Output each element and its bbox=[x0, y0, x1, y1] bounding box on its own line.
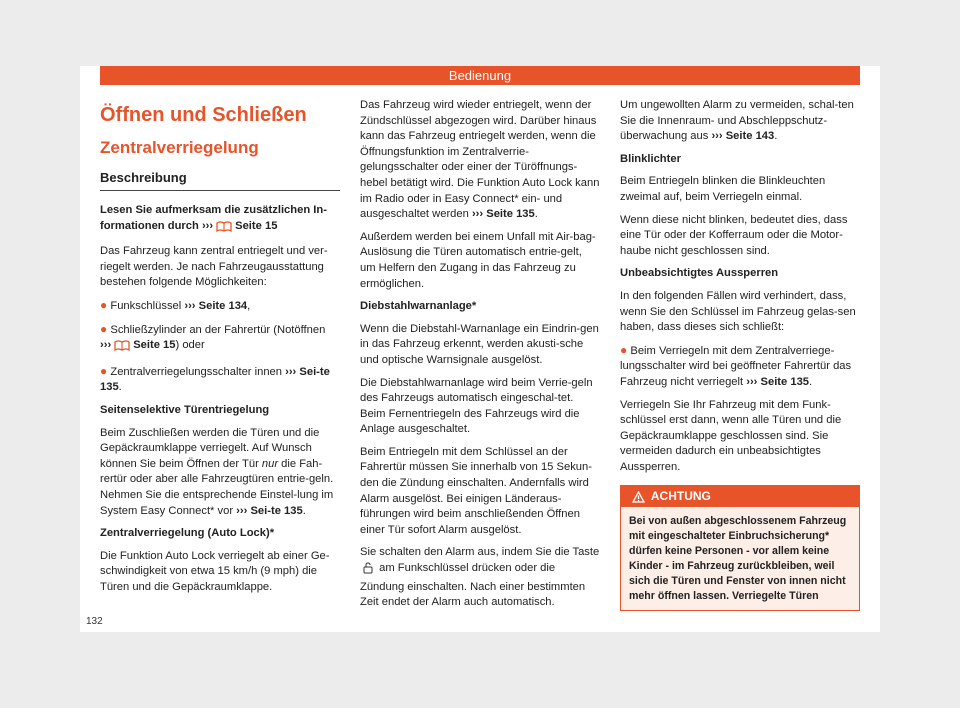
list-item: ● Schließzylinder an der Fahrertür (Notöffnen ››› Seite 15) oder bbox=[100, 322, 340, 357]
paragraph: In den folgenden Fällen wird verhindert, dass, wenn Sie den Schlüssel im Fahrzeug gelas-sen haben, dass dieses sich schließt: bbox=[620, 289, 856, 334]
paragraph: Beim Zuschließen werden die Türen und die Gepäckraumklappe verriegelt. Auf Wunsch können Sie beim Öffnen der Tür nur die Fah-rertür oder aber alle Fahrzeugtüren entrie-geln. Nehmen Sie die entsprechende Einstel-lung im System Easy Connect* vor ››› Sei-te 135. bbox=[100, 426, 334, 517]
intro-paragraph bbox=[100, 203, 340, 237]
paragraph: Das Fahrzeug wird wieder entriegelt, wenn der Zündschlüssel abgezogen wird. Darüber hinaus kann das Fahrzeug entriegelt werden, wenn die Öffnungsfunktion im Zentralverrie-gelungsschalter oder einer der Türöffnungs-hebel betätigt wird. Die Funktion Auto Lock kann im Radio oder in Easy Connect* ein- und ausgeschaltet werden ››› Seite 135. bbox=[360, 99, 600, 221]
page-link[interactable]: Seite 15 bbox=[133, 339, 176, 352]
page-link[interactable]: ››› Seite 134 bbox=[184, 299, 248, 312]
subsection-title: Beschreibung bbox=[100, 170, 187, 185]
list-item: ● Beim Verriegeln mit dem Zentralverriege-lungsschalter wird bei geöffneter Fahrertür das Fahrzeug nicht verriegelt ››› Seite 135. bbox=[620, 342, 852, 388]
paragraph: Beim Entriegeln blinken die Blinkleuchten zweimal auf, beim Verriegeln einmal. bbox=[620, 175, 826, 203]
page-link[interactable]: ››› Sei-te 135 bbox=[236, 504, 303, 517]
paragraph: Sie schalten den Alarm aus, indem Sie die Taste am Funkschlüssel drücken oder die Zündung einschalten. Nach einer bestimmten Zeit endet der Alarm auch automatisch. bbox=[360, 546, 600, 609]
subheading: Diebstahlwarnanlage* bbox=[360, 300, 477, 313]
subheading: Unbeabsichtigtes Aussperren bbox=[620, 267, 779, 280]
bullet-icon: ● bbox=[100, 297, 108, 312]
paragraph: Außerdem werden bei einem Unfall mit Air-bag-Auslösung die Türen automatisch entrie-gelt, um Helfern den Zugang in das Fahrzeug zu ermöglichen. bbox=[360, 230, 596, 290]
bullet-icon: ● bbox=[100, 321, 108, 336]
subheading: Seitenselektive Türentriegelung bbox=[100, 403, 270, 416]
paragraph: Beim Entriegeln mit dem Schlüssel an der Fahrertür müssen Sie innerhalb von 15 Sekun-den die Zündung einschalten. Andernfalls wird Alarm ausgelöst. Bei einigen Länderaus-führungen wird beim anschließenden Öffnen einer Tür sofort Alarm ausgelöst. bbox=[360, 445, 592, 536]
warning-title: ACHTUNG bbox=[650, 489, 711, 504]
page-link[interactable]: ››› Sei-te 135 bbox=[100, 365, 330, 394]
column-1 bbox=[100, 102, 340, 602]
subsection-header bbox=[100, 169, 340, 191]
warning-text: Bei von außen abgeschlossenem Fahrzeug mit eingeschalteter Einbruchsicherung* dürfen keine Personen - vor allem keine Kinder - im Fahrzeug zurückbleiben, weil sich die Türen und Fenster von innen nicht mehr öffnen lassen. Verriegelte Türen bbox=[629, 515, 847, 603]
subheading: Zentralverriegelung (Auto Lock)* bbox=[100, 527, 275, 540]
warning-triangle-icon bbox=[632, 491, 645, 507]
intro-page-link[interactable]: Seite 15 bbox=[235, 219, 278, 232]
list-item: ● Funkschlüssel ››› Seite 134, bbox=[100, 297, 251, 312]
paragraph: Verriegeln Sie Ihr Fahrzeug mit dem Funk-schlüssel erst dann, wenn alle Türen und die Gepäckraumklappe geschlossen sind. Sie vermeiden dadurch ein unbeabsichtigtes Aussperren. bbox=[620, 398, 842, 473]
subheading: Blinklichter bbox=[620, 152, 681, 165]
section-title: Zentralverriegelung bbox=[100, 138, 259, 157]
page-title: Öffnen und Schließen bbox=[100, 104, 307, 126]
paragraph: Die Diebstahlwarnanlage wird beim Verrie-geln des Fahrzeugs automatisch eingeschal-tet. Beim Fernentriegeln des Fahrzeugs wird die Anlage ausgeschaltet. bbox=[360, 376, 593, 436]
page-link[interactable]: ››› Seite 143 bbox=[711, 130, 775, 143]
intro-arrow: ››› bbox=[201, 219, 214, 232]
paragraph: Wenn diese nicht blinken, bedeutet dies, dass eine Tür oder der Kofferraum oder die Motor-haube nicht geschlossen sind. bbox=[620, 213, 848, 257]
book-icon bbox=[114, 340, 130, 357]
warning-box bbox=[620, 485, 860, 611]
warning-header bbox=[621, 486, 859, 507]
paragraph: Um ungewollten Alarm zu vermeiden, schal-ten Sie die Innenraum- und Abschleppschutz-überwachung aus ››› Seite 143. bbox=[620, 99, 854, 143]
section-header: Bedienung bbox=[100, 66, 860, 85]
unlock-icon bbox=[363, 562, 373, 580]
paragraph: Das Fahrzeug kann zentral entriegelt und ver-riegelt werden. Je nach Fahrzeugausstattung bestehen folgende Möglichkeiten: bbox=[100, 245, 328, 289]
page-number: 132 bbox=[86, 616, 103, 627]
bullet-icon: ● bbox=[620, 342, 628, 357]
book-icon bbox=[216, 221, 232, 238]
page-link[interactable]: ››› Seite 135 bbox=[471, 208, 535, 221]
intro-text: Lesen Sie aufmerksam die zusätzlichen In-formationen durch bbox=[100, 204, 327, 232]
bullet-icon: ● bbox=[100, 363, 108, 378]
list-item: ● Zentralverriegelungsschalter innen ››› Sei-te 135. bbox=[100, 363, 330, 394]
paragraph: Wenn die Diebstahl-Warnanlage ein Eindrin-gen in das Fahrzeug erkennt, werden akusti-sche und optische Warnsignale ausgelöst. bbox=[360, 322, 599, 366]
column-3 bbox=[620, 98, 860, 611]
page-link[interactable]: ››› Seite 135 bbox=[746, 375, 810, 388]
column-2 bbox=[360, 98, 600, 618]
paragraph: Die Funktion Auto Lock verriegelt ab einer Ge-schwindigkeit von etwa 15 km/h (9 mph) die Türen und die Gepäckraumklappe. bbox=[100, 549, 330, 593]
